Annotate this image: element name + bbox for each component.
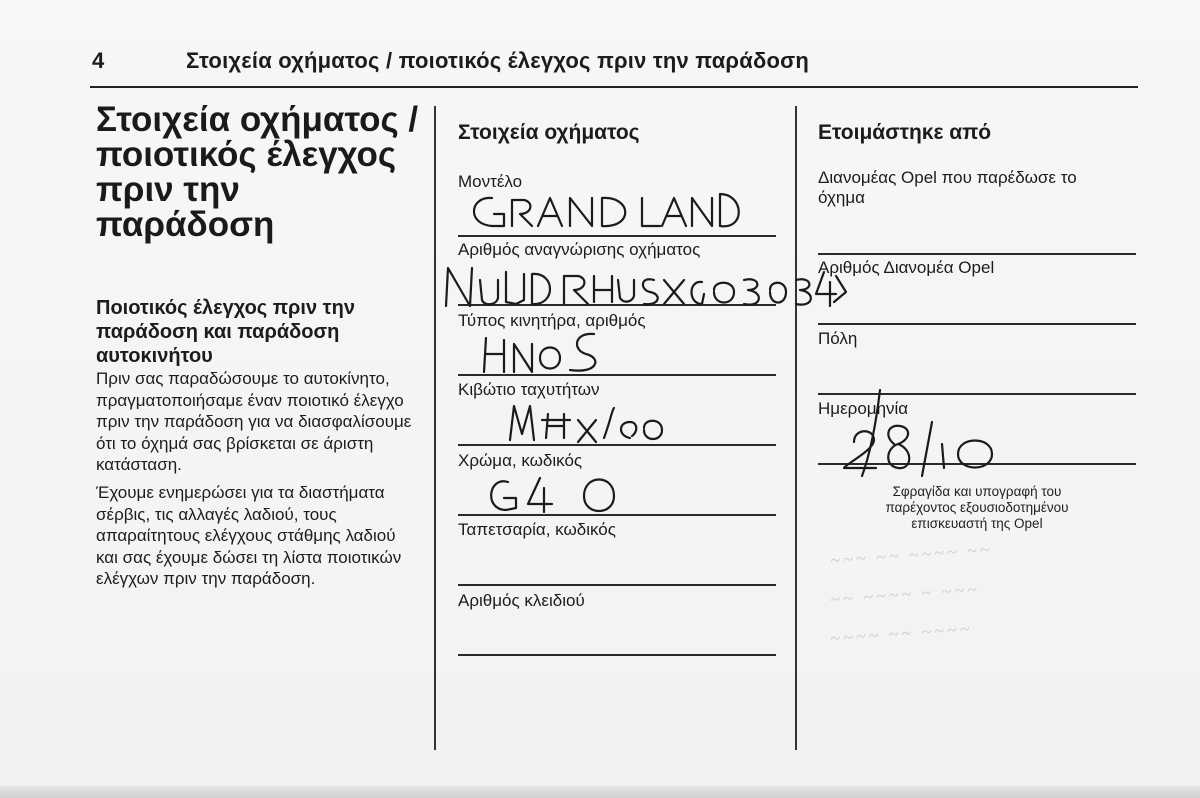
section-title-line: ποιοτικός έλεγχος: [96, 135, 397, 174]
vin-handwriting: [440, 262, 850, 314]
gearbox-label: Κιβώτιο ταχυτήτων: [458, 380, 600, 399]
prepared-by-heading: Ετοιμάστηκε από: [818, 121, 992, 144]
key-number-line: [458, 654, 776, 656]
date-label: Ημερομηνία: [818, 399, 909, 418]
info-paragraph: Έχουμε ενημερώσει για τα διαστήματα σέρβις, τις αλλαγές λαδιού, τους απαραίτητους ελέγχους στάθμης λαδιού και σας έχουμε δώσει τη λίστα ποιοτικών ελέγχων πριν την παράδοση.: [96, 483, 402, 588]
dealer-number-label: Αριθμός Διανομέα Opel: [818, 258, 995, 277]
column-divider-left: [434, 106, 436, 750]
upholstery-line: [458, 584, 776, 586]
color-label: Χρώμα, κωδικός: [458, 451, 583, 470]
model-handwriting: [462, 186, 742, 236]
dealer-number-line: [818, 323, 1136, 325]
header-rule: [90, 86, 1138, 88]
engine-label: Τύπος κινητήρα, αριθμός: [458, 311, 646, 330]
key-number-label: Αριθμός κλειδιού: [458, 591, 585, 610]
column-divider-right: [795, 106, 797, 750]
dealer-line: [818, 253, 1136, 255]
vehicle-data-heading: Στοιχεία οχήματος: [458, 121, 640, 144]
color-handwriting: [480, 468, 630, 518]
section-title-line: πριν την: [96, 170, 240, 209]
gearbox-handwriting: [506, 398, 670, 446]
upholstery-label: Ταπετσαρία, κωδικός: [458, 520, 616, 539]
subsection-title-line: Ποιοτικός έλεγχος πριν την: [96, 297, 355, 319]
running-header: Στοιχεία οχήματος / ποιοτικός έλεγχος πριν την παράδοση: [186, 48, 810, 73]
section-title: [96, 102, 426, 242]
subsection-title-line: αυτοκινήτου: [96, 345, 213, 367]
vin-label: Αριθμός αναγνώρισης οχήματος: [458, 240, 701, 259]
date-handwriting: [840, 384, 1010, 480]
engine-handwriting: [478, 328, 608, 376]
page-number: 4: [92, 48, 105, 73]
section-title-line: παράδοση: [96, 205, 275, 244]
stamp-caption: Σφραγίδα και υπογραφή του παρέχοντος εξουσιοδοτημένου επισκευαστή της Opel: [885, 484, 1069, 531]
subsection-title-line: παράδοση και παράδοση: [96, 321, 340, 343]
model-label: Μοντέλο: [458, 172, 523, 191]
dealer-label: Διανομέας Opel που παρέδωσε το όχημα: [818, 168, 1077, 207]
page-bottom-edge: [0, 786, 1200, 798]
section-title-line: Στοιχεία οχήματος /: [96, 100, 419, 139]
stamp-ghost: ~~~ ~~ ~~~~ ~~ ~~ ~~~~ ~ ~~~ ~~~~ ~~ ~~~~: [829, 539, 994, 649]
city-label: Πόλη: [818, 329, 858, 348]
subsection-title: [96, 296, 416, 368]
intro-paragraph: Πριν σας παραδώσουμε το αυτοκίνητο, πραγματοποιήσαμε έναν ποιοτικό έλεγχο πριν την παράδοση για να διασφαλίσουμε ότι το όχημά σας βρίσκεται σε άριστη κατάσταση.: [96, 369, 412, 474]
